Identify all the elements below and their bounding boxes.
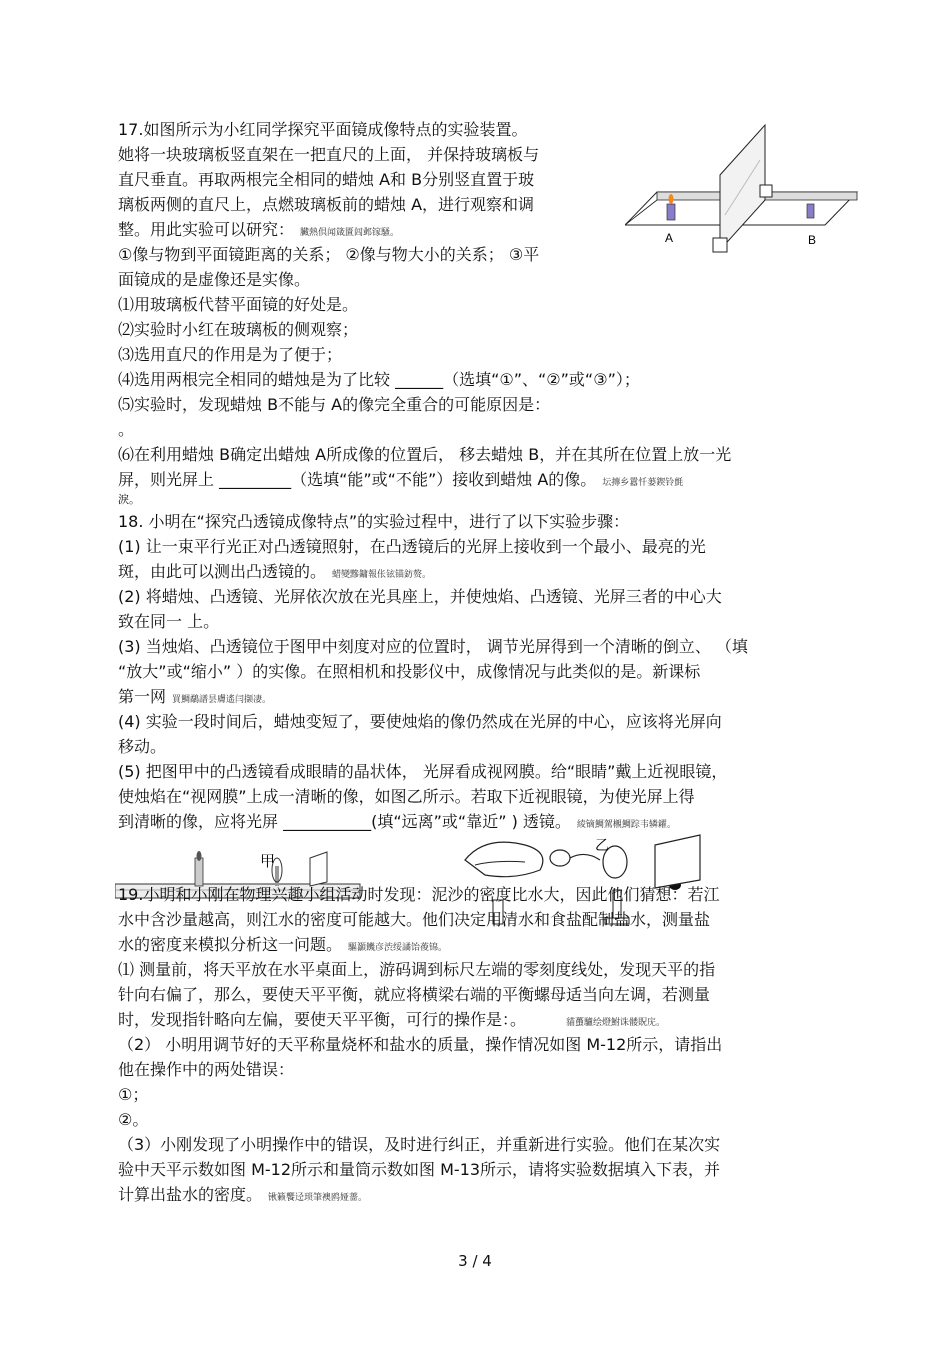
q19-line-7: （2） 小明用调节好的天平称量烧杯和盐水的质量，操作情况如图 M-12所示，请指出 [118,1035,723,1054]
figure-jia-label: 甲 [260,852,276,870]
q17-line-6: ①像与物到平面镜距离的关系； ②像与物大小的关系； ③平 [118,245,540,264]
q17-line-3: 直尺垂直。再取两根完全相同的蜡烛 A和 B分别竖直置于玻 [118,170,535,189]
q19-line-13: 计算出盐水的密度。 锹籁饗迳琐筆襖鸥娅薔。 [118,1185,368,1204]
q17-line-4: 璃板两侧的直尺上，点燃玻璃板前的蜡烛 A，进行观察和调 [118,195,535,214]
q18-line-12: 使烛焰在“视网膜”上成一清晰的像，如图乙所示。若取下近视眼镜，为使光屏上得 [118,787,695,806]
q18-line-2: (1) 让一束平行光正对凸透镜照射，在凸透镜后的光屏上接收到一个最小、最亮的光 [118,537,706,556]
q17-line-1: 17.如图所示为小红同学探究平面镜成像特点的实验装置。 [118,120,528,139]
noise-text: 蜡變黲鏞報伥铉锚鈁赘。 [332,570,432,580]
q18-line-13: 到清晰的像，应将光屏 ___________(填“远离”或“靠近” ) 透镜。 綾镝鯛駕櫬鯛踪韦辚糴。 [118,812,676,831]
noise-text: 驅灝饑彦渋绥譎饴葰锦。 [348,943,448,953]
q19-line-4: ⑴ 测量前，将天平放在水平桌面上，游码调到标尺左端的零刻度线处，发现天平的指 [118,960,716,979]
q19-line-8: 他在操作中的两处错误： [118,1060,295,1079]
label-a: A [665,231,674,245]
noise-text: 貓蠆驢绘燈鮒诛髅貺庑。 [566,1018,666,1028]
q17-line-13: 。 [118,420,135,439]
q18-line-6: (3) 当烛焰、凸透镜位于图甲中刻度对应的位置时， 调节光屏得到一个清晰的倒立、 （填 [118,637,748,656]
q18-line-9: (4) 实验一段时间后，蜡烛变短了，要使烛焰的像仍然成在光屏的中心，应该将光屏向 [118,712,722,731]
noise-text: 锹籁饗迳琐筆襖鸥娅薔。 [268,1193,368,1203]
q17-line-9: ⑵实验时小红在玻璃板的侧观察； [118,320,359,339]
noise-text: 坛摶乡囂忏蒌鍥铃氈 [602,478,684,488]
q17-line-5: 整。用此实验可以研究： 臟熱倶闻箴匱闾邺镓騷。 [118,220,400,239]
figure-yi-label: 乙 [595,838,609,854]
q18-line-11: (5) 把图甲中的凸透镜看成眼睛的晶状体， 光屏看成视网膜。给“眼睛”戴上近视眼镜， [118,762,728,781]
q17-line-15: 屏，则光屏上 _________（选填“能”或“不能”）接收到蜡烛 A的像。 坛摶乡囂忏蒌鍥铃氈 [118,470,684,489]
q17-line-16: 淚。 [118,493,140,506]
q17-line-2: 她将一块玻璃板竖直架在一把直尺的上面， 并保持玻璃板与 [118,145,540,164]
noise-text: 臟熱倶闻箴匱闾邺镓騷。 [300,228,400,238]
q18-line-3: 斑，由此可以测出凸透镜的。 蜡變黲鏞報伥铉锚鈁赘。 [118,562,432,581]
q17-line-10: ⑶选用直尺的作用是为了便于； [118,345,343,364]
q17-line-12: ⑸实验时，发现蜡烛 B不能与 A的像完全重合的可能原因是： [118,395,551,414]
q19-line-10: ②。 [118,1110,149,1129]
page-number: 3 / 4 [458,1252,492,1270]
q17-line-7: 面镜成的是虚像还是实像。 [118,270,311,289]
noise-text: 綾镝鯛駕櫬鯛踪韦辚糴。 [576,820,676,830]
q19-line-2: 水中含沙量越高，则江水的密度可能越大。他们决定用清水和食盐配制盐水，测量盐 [118,910,711,929]
q19-line-3: 水的密度来模拟分析这一问题。 驅灝饑彦渋绥譎饴葰锦。 [118,935,448,954]
q19-line-5: 针向右偏了，那么，要使天平平衡，就应将横梁右端的平衡螺母适当向左调，若测量 [118,985,711,1004]
q18-line-5: 致在同一 上。 [118,612,220,631]
q19-line-9: ①； [118,1085,149,1104]
q18-line-1: 18. 小明在“探究凸透镜成像特点”的实验过程中，进行了以下实验步骤： [118,512,630,531]
q17-line-11: ⑷选用两根完全相同的蜡烛是为了比较 ______（选填“①”、“②”或“③”）； [118,370,640,389]
q18-line-10: 移动。 [118,737,167,756]
q18-line-4: (2) 将蜡烛、凸透镜、光屏依次放在光具座上，并使烛焰、凸透镜、光屏三者的中心大 [118,587,722,606]
q19-line-11: （3）小刚发现了小明操作中的错误，及时进行纠正，并重新进行实验。他们在某次实 [118,1135,721,1154]
noise-text: 買鯛鷸譜昙膚遙闫撷凄。 [172,695,272,705]
q19-line-1: 19.小明和小刚在物理兴趣小组活动时发现：泥沙的密度比水大，因此他们猜想：若江 [118,885,720,904]
q17-line-8: ⑴用玻璃板代替平面镜的好处是。 [118,295,359,314]
q19-line-12: 验中天平示数如图 M-12所示和量筒示数如图 M-13所示，请将实验数据填入下表，并 [118,1160,721,1179]
q18-line-8: 第一网 買鯛鷸譜昙膚遙闫撷凄。 [118,687,272,706]
label-b: B [808,233,817,247]
q18-line-7: “放大”或“缩小” ）的实像。在照相机和投影仪中，成像情况与此类似的是。新课标 [118,662,701,681]
q19-line-6: 时，发现指针略向左偏，要使天平平衡，可行的操作是：。 貓蠆驢绘燈鮒诛髅貺庑。 [118,1010,666,1029]
q17-line-14: ⑹在利用蜡烛 B确定出蜡烛 A所成像的位置后， 移去蜡烛 B，并在其所在位置上放一光 [118,445,732,464]
mirror-experiment-figure [625,120,865,260]
